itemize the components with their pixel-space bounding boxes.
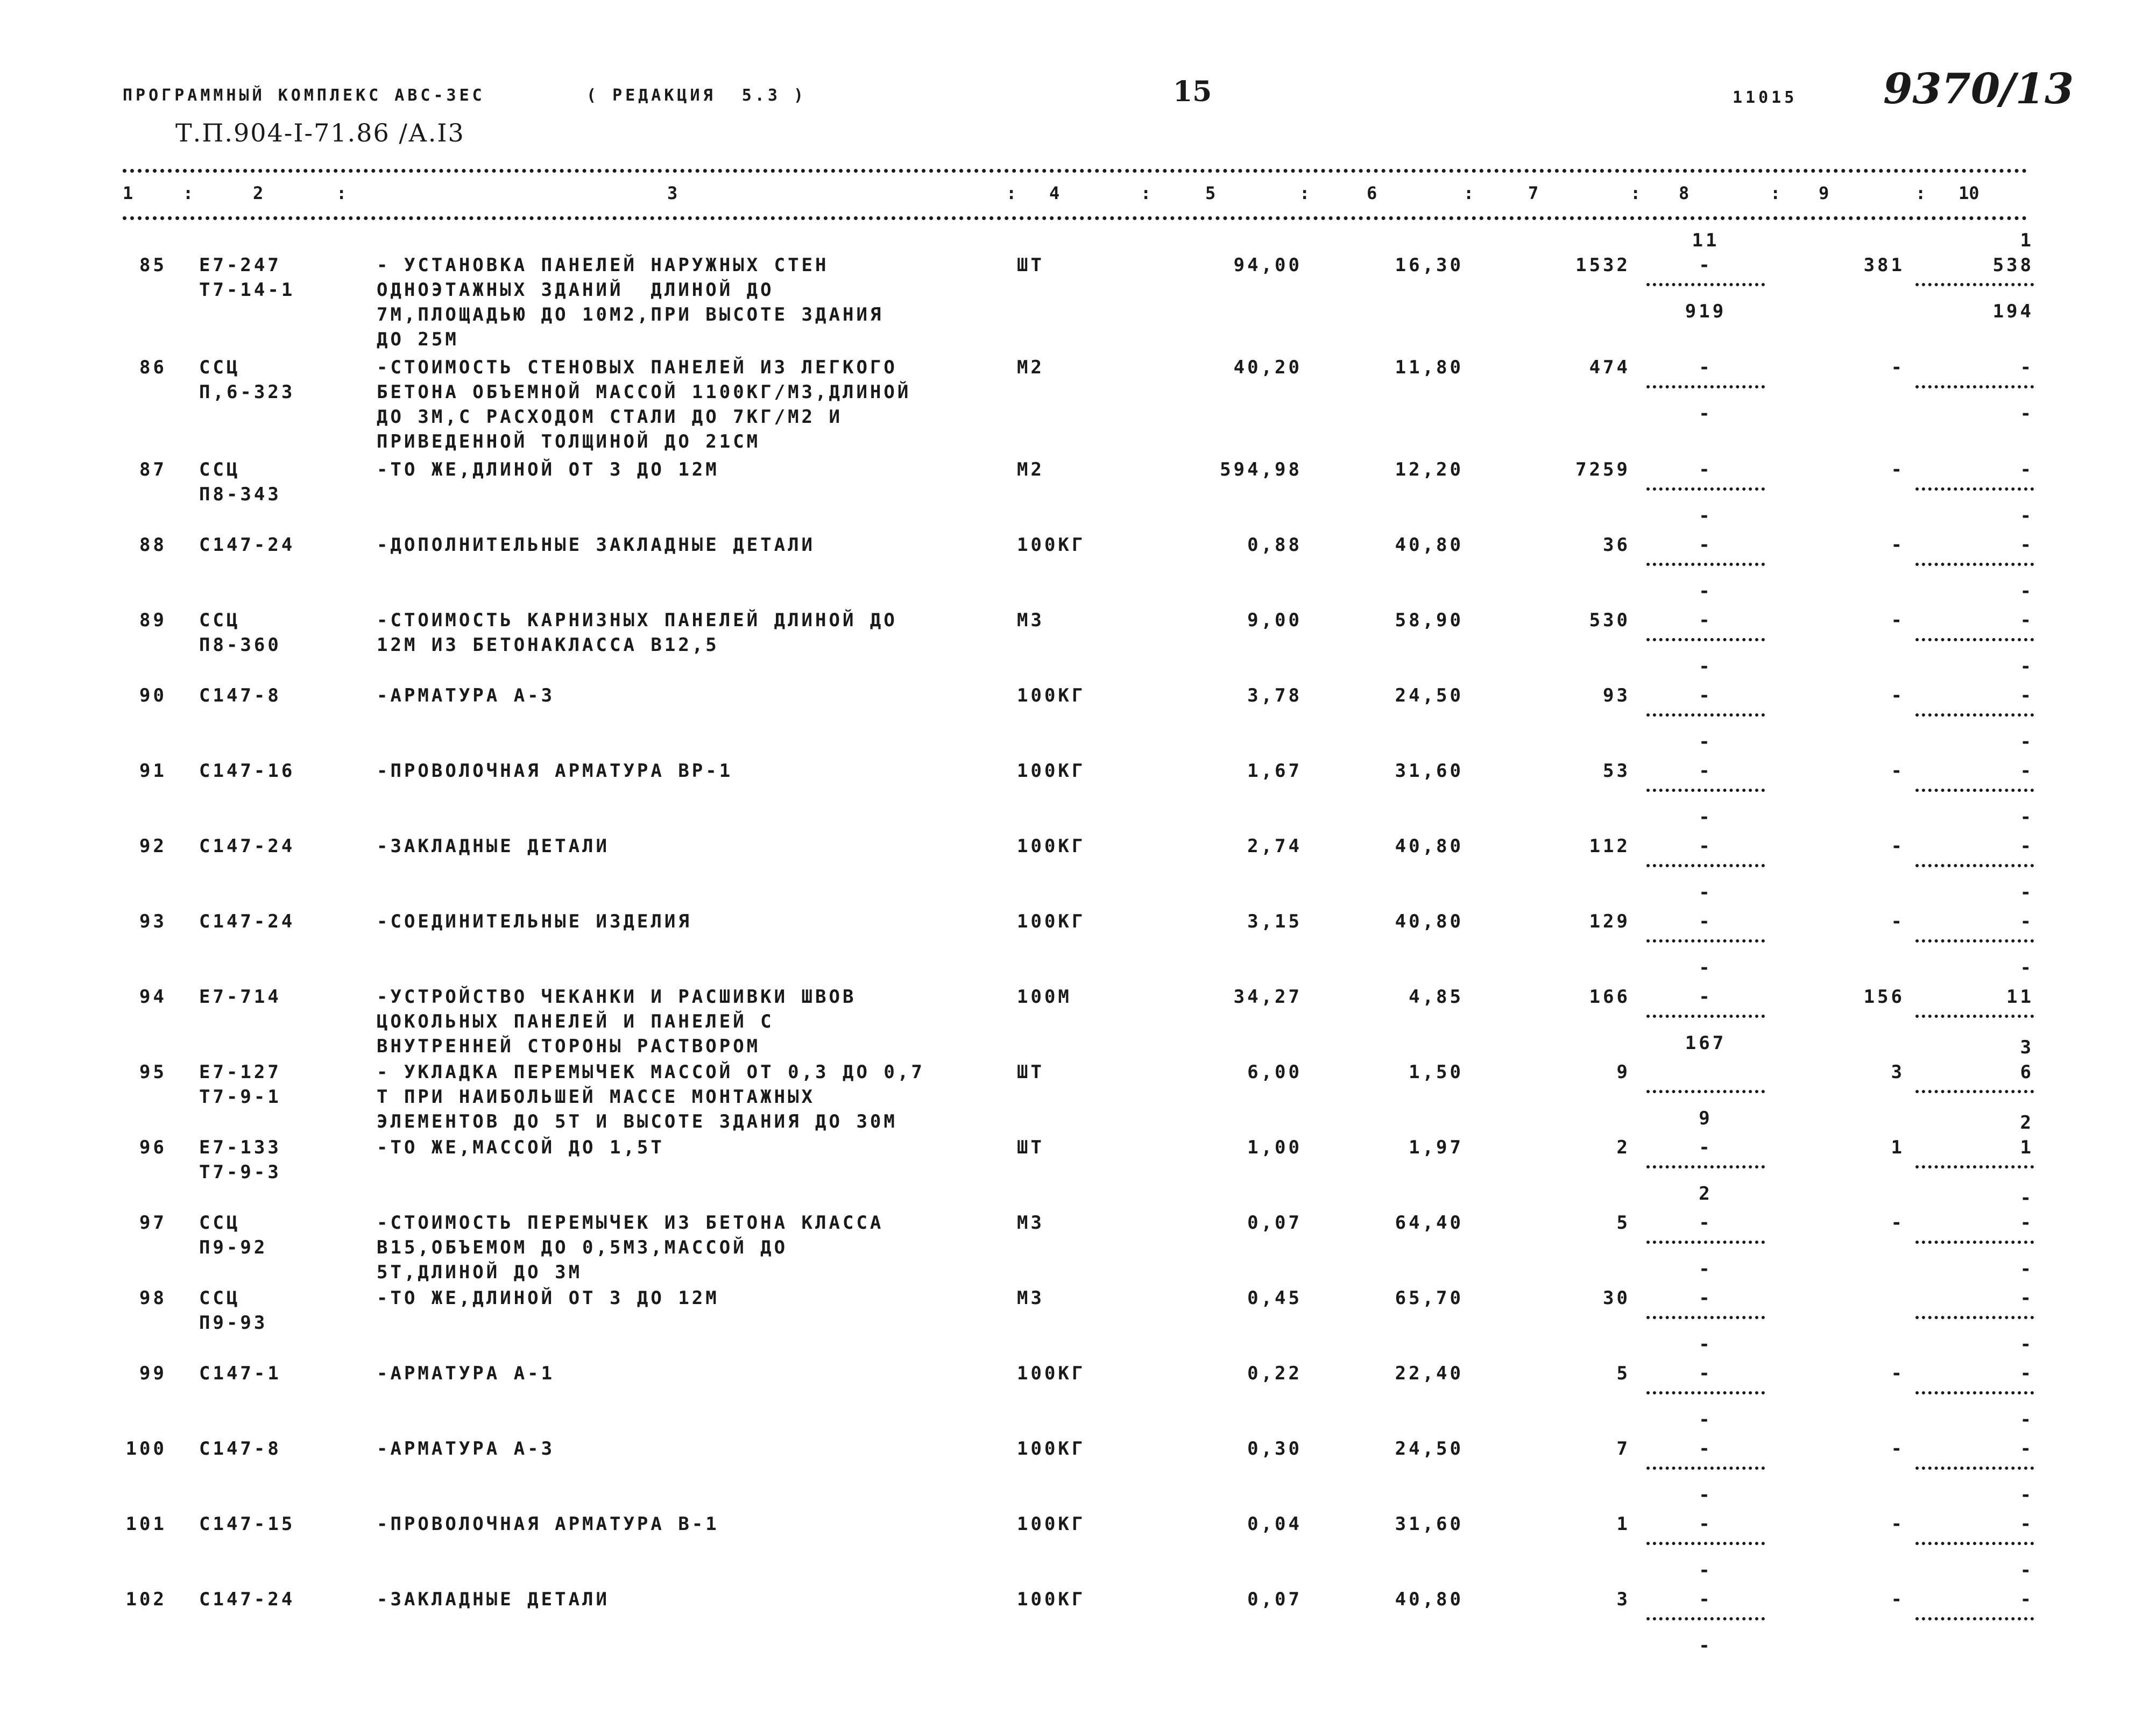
col10-divider	[1915, 1391, 2034, 1394]
unit-of-measure: 100КГ	[1017, 1363, 1086, 1384]
unit-price: 24,50	[1395, 685, 1464, 706]
quantity: 40,20	[1233, 357, 1302, 378]
work-description: 12М ИЗ БЕТОНАКЛАССА В12,5	[377, 634, 719, 656]
row-number: 90	[139, 685, 167, 706]
total-cost: 112	[1589, 835, 1630, 857]
col8-bottom: 167	[1685, 1032, 1727, 1054]
work-description: -СОЕДИНИТЕЛЬНЫЕ ИЗДЕЛИЯ	[377, 911, 692, 932]
work-description: - УСТАНОВКА ПАНЕЛЕЙ НАРУЖНЫХ СТЕН	[377, 254, 829, 276]
col10-value: -	[2020, 1287, 2034, 1309]
col9-value: -	[1891, 1212, 1905, 1234]
col10-bottom: 194	[1992, 301, 2034, 322]
column-header-4: 4	[1049, 183, 1060, 203]
col9-value: -	[1891, 1363, 1905, 1384]
row-number: 88	[139, 534, 167, 556]
col9-value: -	[1891, 760, 1905, 782]
work-description: -АРМАТУРА А-3	[377, 1438, 555, 1460]
col10-divider	[1915, 563, 2034, 566]
work-description: В15,ОБЪЕМОМ ДО 0,5М3,МАССОЙ ДО	[377, 1237, 788, 1258]
col10-bottom: -	[2020, 656, 2034, 677]
column-separator: :	[1299, 183, 1310, 203]
col8-value: -	[1699, 1589, 1713, 1610]
work-description: -ЗАКЛАДНЫЕ ДЕТАЛИ	[377, 1589, 610, 1610]
col10-value: 538	[1992, 254, 2034, 276]
quantity: 0,07	[1247, 1212, 1302, 1234]
rate-code-secondary: П9-92	[199, 1237, 268, 1258]
unit-price: 1,50	[1409, 1061, 1464, 1083]
unit-of-measure: ШТ	[1017, 254, 1044, 276]
column-separator: :	[1464, 183, 1474, 203]
row-number: 95	[139, 1061, 167, 1083]
col9-value: -	[1891, 1589, 1905, 1610]
col10-value: -	[2020, 1589, 2034, 1610]
total-cost: 30	[1603, 1287, 1630, 1309]
row-number: 100	[125, 1438, 167, 1460]
rate-code: Е7-133	[199, 1137, 281, 1158]
work-description: -ПРОВОЛОЧНАЯ АРМАТУРА В-1	[377, 1513, 719, 1535]
rate-code-secondary: П9-93	[199, 1312, 268, 1334]
col10-value: -	[2020, 1438, 2034, 1460]
col10-value: -	[2020, 835, 2034, 857]
column-header-8: 8	[1679, 183, 1690, 203]
col8-divider	[1646, 1015, 1765, 1018]
unit-of-measure: М2	[1017, 357, 1044, 378]
work-description: ЦОКОЛЬНЫХ ПАНЕЛЕЙ И ПАНЕЛЕЙ С	[377, 1011, 774, 1032]
col10-value: -	[2020, 1513, 2034, 1535]
unit-price: 4,85	[1409, 986, 1464, 1008]
col8-divider	[1646, 1391, 1765, 1394]
unit-price: 11,80	[1395, 357, 1464, 378]
col10-divider	[1915, 1241, 2034, 1244]
work-description: 7М,ПЛОЩАДЬЮ ДО 10М2,ПРИ ВЫСОТЕ ЗДАНИЯ	[377, 304, 884, 325]
col10-divider	[1915, 1542, 2034, 1545]
unit-of-measure: 100КГ	[1017, 534, 1086, 556]
col10-bottom: -	[2020, 957, 2034, 979]
rate-code-secondary: П,6-323	[199, 381, 295, 403]
col10-top: 3	[2020, 1037, 2034, 1058]
col8-bottom: 2	[1699, 1183, 1713, 1205]
quantity: 2,74	[1247, 835, 1302, 857]
work-description: - УКЛАДКА ПЕРЕМЫЧЕК МАССОЙ ОТ 0,3 ДО 0,7	[377, 1061, 925, 1083]
row-number: 94	[139, 986, 167, 1008]
col8-value: -	[1699, 835, 1713, 857]
quantity: 0,04	[1247, 1513, 1302, 1535]
quantity: 0,30	[1247, 1438, 1302, 1460]
col10-value: 1	[2020, 1137, 2034, 1158]
rate-code-secondary: Т7-9-3	[199, 1161, 281, 1183]
col9-value: -	[1891, 1513, 1905, 1535]
column-separator: :	[1770, 183, 1781, 203]
rate-code: С147-24	[199, 534, 295, 556]
quantity: 0,45	[1247, 1287, 1302, 1309]
total-cost: 36	[1603, 534, 1630, 556]
row-number: 86	[139, 357, 167, 378]
total-cost: 5	[1616, 1212, 1630, 1234]
quantity: 94,00	[1233, 254, 1302, 276]
col8-bottom: -	[1699, 656, 1713, 677]
work-description: -АРМАТУРА А-1	[377, 1363, 555, 1384]
col10-bottom: -	[2020, 580, 2034, 602]
work-description: 5Т,ДЛИНОЙ ДО 3М	[377, 1262, 583, 1283]
rate-code: С147-8	[199, 1438, 281, 1460]
column-header-6: 6	[1367, 183, 1377, 203]
col10-divider	[1915, 1015, 2034, 1018]
col10-divider	[1915, 283, 2034, 286]
rate-code: ССЦ	[199, 357, 241, 378]
work-description: -СТОИМОСТЬ СТЕНОВЫХ ПАНЕЛЕЙ ИЗ ЛЕГКОГО	[377, 357, 897, 378]
work-description: -ТО ЖЕ,ДЛИНОЙ ОТ 3 ДО 12М	[377, 459, 719, 480]
col8-value: -	[1699, 685, 1713, 706]
handwritten-number: 9370/13	[1883, 65, 2074, 114]
col8-value: -	[1699, 1287, 1713, 1309]
col10-top: 1	[2020, 230, 2034, 251]
quantity: 1,00	[1247, 1137, 1302, 1158]
rate-code-secondary: П8-343	[199, 484, 281, 505]
rate-code: Е7-127	[199, 1061, 281, 1083]
quantity: 9,00	[1247, 610, 1302, 631]
row-number: 92	[139, 835, 167, 857]
col8-divider	[1646, 1090, 1765, 1093]
col9-value: -	[1891, 1438, 1905, 1460]
quantity: 0,88	[1247, 534, 1302, 556]
col8-bottom: 919	[1685, 301, 1727, 322]
col9-value: -	[1891, 357, 1905, 378]
work-description: -СТОИМОСТЬ ПЕРЕМЫЧЕК ИЗ БЕТОНА КЛАССА	[377, 1212, 884, 1234]
work-description: -ТО ЖЕ,МАССОЙ ДО 1,5Т	[377, 1137, 665, 1158]
col8-divider	[1646, 563, 1765, 566]
col8-value: -	[1699, 1212, 1713, 1234]
col10-bottom: -	[2020, 505, 2034, 527]
document-code: 11015	[1733, 88, 1798, 107]
col8-value: -	[1699, 986, 1713, 1008]
col8-bottom: -	[1699, 882, 1713, 903]
row-number: 91	[139, 760, 167, 782]
total-cost: 9	[1616, 1061, 1630, 1083]
col10-divider	[1915, 638, 2034, 641]
column-separator: :	[1915, 183, 1926, 203]
col8-value: -	[1699, 760, 1713, 782]
rate-code: С147-8	[199, 685, 281, 706]
rate-code: ССЦ	[199, 1212, 241, 1234]
col8-divider	[1646, 1542, 1765, 1545]
column-header-2: 2	[253, 183, 264, 203]
unit-price: 40,80	[1395, 835, 1464, 857]
col8-value: -	[1699, 1363, 1713, 1384]
rate-code-secondary: Т7-9-1	[199, 1086, 281, 1108]
rate-code: С147-24	[199, 911, 295, 932]
col8-divider	[1646, 864, 1765, 867]
unit-price: 22,40	[1395, 1363, 1464, 1384]
edition-label: ( РЕДАКЦИЯ 5.3 )	[586, 86, 807, 105]
column-header-7: 7	[1528, 183, 1539, 203]
quantity: 34,27	[1233, 986, 1302, 1008]
col8-bottom: -	[1699, 580, 1713, 602]
col10-value: 11	[2006, 986, 2034, 1008]
col10-divider	[1915, 1316, 2034, 1319]
col8-divider	[1646, 1316, 1765, 1319]
col10-value: -	[2020, 1212, 2034, 1234]
column-header-10: 10	[1959, 183, 1980, 203]
row-number: 97	[139, 1212, 167, 1234]
col8-value: -	[1699, 610, 1713, 631]
col8-bottom: -	[1699, 1334, 1713, 1355]
col10-bottom: -	[2020, 1484, 2034, 1506]
col9-value: -	[1891, 835, 1905, 857]
row-number: 101	[125, 1513, 167, 1535]
quantity: 6,00	[1247, 1061, 1302, 1083]
col8-bottom: -	[1699, 1635, 1713, 1656]
row-number: 89	[139, 610, 167, 631]
column-header-5: 5	[1205, 183, 1216, 203]
col8-bottom: -	[1699, 1258, 1713, 1280]
page-number: 15	[1173, 75, 1212, 108]
col8-value: -	[1699, 911, 1713, 932]
unit-price: 12,20	[1395, 459, 1464, 480]
row-number: 87	[139, 459, 167, 480]
quantity: 3,15	[1247, 911, 1302, 932]
total-cost: 1532	[1575, 254, 1630, 276]
work-description: ПРИВЕДЕННОЙ ТОЛЩИНОЙ ДО 21СМ	[377, 431, 761, 452]
row-number: 102	[125, 1589, 167, 1610]
rate-code: Е7-714	[199, 986, 281, 1008]
total-cost: 3	[1616, 1589, 1630, 1610]
col10-divider	[1915, 789, 2034, 792]
col10-value: -	[2020, 1363, 2034, 1384]
col8-bottom: -	[1699, 505, 1713, 527]
unit-price: 64,40	[1395, 1212, 1464, 1234]
col9-value: -	[1891, 459, 1905, 480]
row-number: 93	[139, 911, 167, 932]
program-name: ПРОГРАММНЫЙ КОМПЛЕКС АВС-3ЕС	[123, 86, 485, 105]
total-cost: 7	[1616, 1438, 1630, 1460]
col9-value: 156	[1863, 986, 1905, 1008]
col9-value: -	[1891, 911, 1905, 932]
unit-of-measure: 100КГ	[1017, 685, 1086, 706]
col10-top: -	[2020, 1187, 2034, 1209]
col8-value: -	[1699, 1438, 1713, 1460]
work-description: БЕТОНА ОБЪЕМНОЙ МАССОЙ 1100КГ/М3,ДЛИНОЙ	[377, 381, 911, 403]
col8-top: 11	[1692, 230, 1720, 251]
col10-value: -	[2020, 610, 2034, 631]
header-rule-top	[123, 169, 2027, 173]
unit-of-measure: 100КГ	[1017, 835, 1086, 857]
unit-of-measure: 100М	[1017, 986, 1072, 1008]
col8-divider	[1646, 487, 1765, 491]
work-description: -АРМАТУРА А-3	[377, 685, 555, 706]
quantity: 3,78	[1247, 685, 1302, 706]
unit-price: 40,80	[1395, 1589, 1464, 1610]
work-description: ВНУТРЕННЕЙ СТОРОНЫ РАСТВОРОМ	[377, 1036, 761, 1057]
col10-divider	[1915, 1617, 2034, 1620]
unit-of-measure: ШТ	[1017, 1137, 1044, 1158]
unit-of-measure: М3	[1017, 610, 1044, 631]
unit-of-measure: М2	[1017, 459, 1044, 480]
col8-divider	[1646, 1165, 1765, 1168]
row-number: 98	[139, 1287, 167, 1309]
total-cost: 530	[1589, 610, 1630, 631]
col8-bottom: -	[1699, 1484, 1713, 1506]
unit-price: 16,30	[1395, 254, 1464, 276]
project-reference: Т.П.904-I-71.86 /А.I3	[175, 118, 465, 147]
col8-value: -	[1699, 534, 1713, 556]
col8-value: -	[1699, 459, 1713, 480]
col10-bottom: -	[2020, 882, 2034, 903]
col9-value: 1	[1891, 1137, 1905, 1158]
column-separator: :	[183, 183, 194, 203]
quantity: 0,22	[1247, 1363, 1302, 1384]
col10-divider	[1915, 1090, 2034, 1093]
col8-bottom: -	[1699, 1560, 1713, 1581]
rate-code: ССЦ	[199, 459, 241, 480]
total-cost: 166	[1589, 986, 1630, 1008]
quantity: 594,98	[1220, 459, 1302, 480]
header-rule-bottom	[123, 216, 2027, 220]
col10-divider	[1915, 1165, 2034, 1168]
unit-of-measure: 100КГ	[1017, 1438, 1086, 1460]
rate-code: ССЦ	[199, 610, 241, 631]
work-description: ОДНОЭТАЖНЫХ ЗДАНИЙ ДЛИНОЙ ДО	[377, 279, 774, 301]
total-cost: 474	[1589, 357, 1630, 378]
col10-bottom: -	[2020, 731, 2034, 753]
rate-code: С147-15	[199, 1513, 295, 1535]
unit-of-measure: ШТ	[1017, 1061, 1044, 1083]
col10-value: -	[2020, 357, 2034, 378]
column-separator: :	[336, 183, 347, 203]
col10-bottom: -	[2020, 1258, 2034, 1280]
total-cost: 93	[1603, 685, 1630, 706]
work-description: ДО 3М,С РАСХОДОМ СТАЛИ ДО 7КГ/М2 И	[377, 406, 843, 428]
col10-divider	[1915, 864, 2034, 867]
column-header-1: 1	[123, 183, 133, 203]
col9-value: -	[1891, 610, 1905, 631]
total-cost: 5	[1616, 1363, 1630, 1384]
col9-value: 3	[1891, 1061, 1905, 1083]
col8-divider	[1646, 1467, 1765, 1470]
col8-value: -	[1699, 1513, 1713, 1535]
col10-value: -	[2020, 459, 2034, 480]
col8-value: -	[1699, 1137, 1713, 1158]
column-header-9: 9	[1819, 183, 1829, 203]
unit-price: 24,50	[1395, 1438, 1464, 1460]
column-separator: :	[1630, 183, 1641, 203]
col8-bottom: -	[1699, 957, 1713, 979]
row-number: 99	[139, 1363, 167, 1384]
total-cost: 129	[1589, 911, 1630, 932]
column-header-3: 3	[667, 183, 678, 203]
col8-divider	[1646, 1241, 1765, 1244]
rate-code: С147-24	[199, 1589, 295, 1610]
col10-bottom: -	[2020, 403, 2034, 424]
col10-bottom: -	[2020, 1560, 2034, 1581]
column-separator: :	[1141, 183, 1151, 203]
col8-bottom: 9	[1699, 1108, 1713, 1129]
work-description: Т ПРИ НАИБОЛЬШЕЙ МАССЕ МОНТАЖНЫХ	[377, 1086, 816, 1108]
quantity: 1,67	[1247, 760, 1302, 782]
col8-value: -	[1699, 357, 1713, 378]
work-description: ДО 25М	[377, 329, 459, 350]
col10-value: -	[2020, 911, 2034, 932]
col10-divider	[1915, 385, 2034, 388]
col8-divider	[1646, 1617, 1765, 1620]
col10-value: 6	[2020, 1061, 2034, 1083]
work-description: -ТО ЖЕ,ДЛИНОЙ ОТ 3 ДО 12М	[377, 1287, 719, 1309]
rate-code-secondary: П8-360	[199, 634, 281, 656]
work-description: -ЗАКЛАДНЫЕ ДЕТАЛИ	[377, 835, 610, 857]
col8-divider	[1646, 939, 1765, 943]
unit-of-measure: М3	[1017, 1287, 1044, 1309]
col10-divider	[1915, 939, 2034, 943]
unit-of-measure: 100КГ	[1017, 760, 1086, 782]
rate-code: Е7-247	[199, 254, 281, 276]
col10-value: -	[2020, 685, 2034, 706]
unit-price: 65,70	[1395, 1287, 1464, 1309]
col9-value: -	[1891, 534, 1905, 556]
col8-bottom: -	[1699, 1409, 1713, 1430]
col10-divider	[1915, 713, 2034, 717]
total-cost: 7259	[1575, 459, 1630, 480]
col8-divider	[1646, 283, 1765, 286]
unit-price: 1,97	[1409, 1137, 1464, 1158]
col8-bottom: -	[1699, 806, 1713, 828]
work-description: ЭЛЕМЕНТОВ ДО 5Т И ВЫСОТЕ ЗДАНИЯ ДО 30М	[377, 1111, 897, 1132]
col8-divider	[1646, 638, 1765, 641]
rate-code: ССЦ	[199, 1287, 241, 1309]
col8-value: -	[1699, 254, 1713, 276]
col8-divider	[1646, 789, 1765, 792]
col10-top: 2	[2020, 1112, 2034, 1134]
row-number: 96	[139, 1137, 167, 1158]
col10-bottom: -	[2020, 806, 2034, 828]
unit-of-measure: 100КГ	[1017, 1513, 1086, 1535]
work-description: -СТОИМОСТЬ КАРНИЗНЫХ ПАНЕЛЕЙ ДЛИНОЙ ДО	[377, 610, 897, 631]
col8-bottom: -	[1699, 731, 1713, 753]
unit-price: 31,60	[1395, 1513, 1464, 1535]
unit-of-measure: 100КГ	[1017, 911, 1086, 932]
rate-code-secondary: Т7-14-1	[199, 279, 295, 301]
unit-price: 31,60	[1395, 760, 1464, 782]
col10-value: -	[2020, 760, 2034, 782]
row-number: 85	[139, 254, 167, 276]
total-cost: 2	[1616, 1137, 1630, 1158]
col8-bottom: -	[1699, 403, 1713, 424]
unit-price: 40,80	[1395, 911, 1464, 932]
work-description: -УСТРОЙСТВО ЧЕКАНКИ И РАСШИВКИ ШВОВ	[377, 986, 857, 1008]
column-separator: :	[1006, 183, 1017, 203]
unit-price: 40,80	[1395, 534, 1464, 556]
col8-divider	[1646, 385, 1765, 388]
rate-code: С147-1	[199, 1363, 281, 1384]
rate-code: С147-16	[199, 760, 295, 782]
work-description: -ПРОВОЛОЧНАЯ АРМАТУРА ВР-1	[377, 760, 733, 782]
col10-divider	[1915, 487, 2034, 491]
col10-bottom: -	[2020, 1409, 2034, 1430]
rate-code: С147-24	[199, 835, 295, 857]
total-cost: 53	[1603, 760, 1630, 782]
col10-divider	[1915, 1467, 2034, 1470]
col9-value: 381	[1863, 254, 1905, 276]
col10-value: -	[2020, 534, 2034, 556]
unit-price: 58,90	[1395, 610, 1464, 631]
quantity: 0,07	[1247, 1589, 1302, 1610]
unit-of-measure: М3	[1017, 1212, 1044, 1234]
unit-of-measure: 100КГ	[1017, 1589, 1086, 1610]
col9-value: -	[1891, 685, 1905, 706]
total-cost: 1	[1616, 1513, 1630, 1535]
work-description: -ДОПОЛНИТЕЛЬНЫЕ ЗАКЛАДНЫЕ ДЕТАЛИ	[377, 534, 816, 556]
col8-divider	[1646, 713, 1765, 717]
col10-bottom: -	[2020, 1334, 2034, 1355]
